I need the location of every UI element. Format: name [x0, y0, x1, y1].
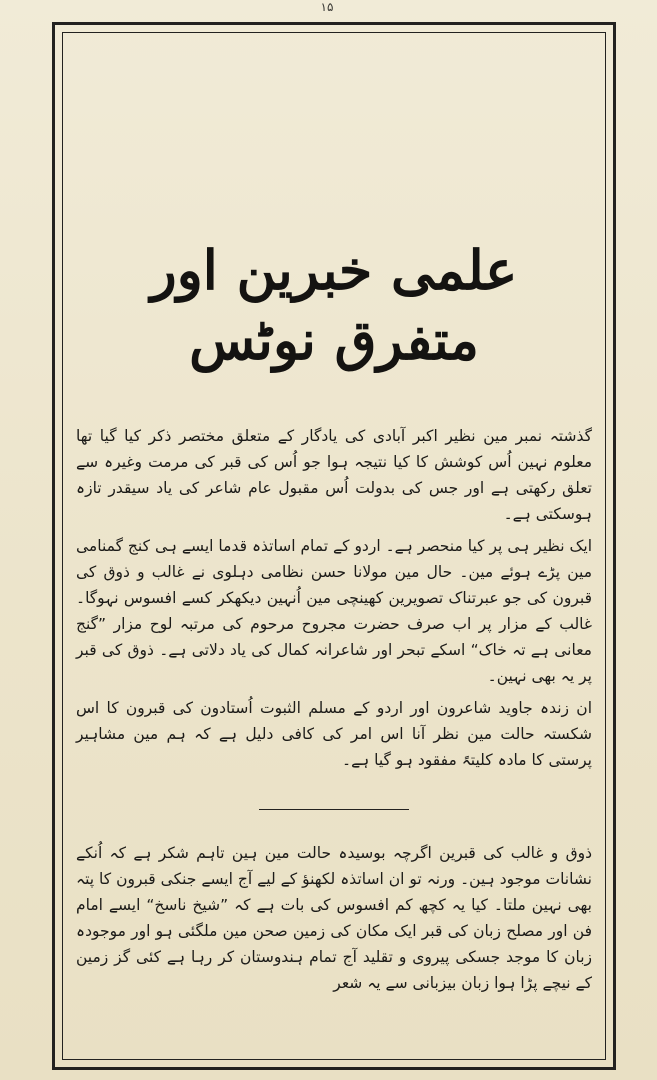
article-section-2: [76, 840, 592, 996]
paragraph: ذوق و غالب کی قبرین اگرچہ بوسیدہ حالت مین ہین تاہم شکر ہے کہ اُنکے نشانات موجود ہین۔ ورنہ تو ان اساتذہ لکھنؤ کے لیے آج ایسے جنکی قبرون کا پتہ بھی نہین ملتا۔ کیا یہ کچھ کم افسوس کی بات ہے کہ ”شیخ ناسخ“ ایسے امام فن اور مصلح زبان کی قبر ایک مکان کی زمین صحن مین ملگئی ہو اور موجودہ زبان کا موجد جسکی پیروی و تقلید آج تمام ہندوستان کر رہا ہے کئی گز زمین کے نیچے پڑا ہوا زبان بیزبانی سے یہ شعر: [76, 844, 592, 992]
page-content: [70, 40, 598, 1052]
paragraph: ایک نظیر ہی پر کیا منحصر ہے۔ اردو کے تمام اساتذہ قدما ایسے ہی کنج گمنامی مین پڑے ہوئے مین۔ حال مین مولانا حسن نظامی دہلوی نے غالب و ذوق کی قبرون کی جو عبرتناک تصویرین کھینچی مین اُنہین دیکھکر کسے افسوس نہوگا۔ غالب کے مزار پر اب صرف حضرت مجروح مرحوم کی مرتبہ لوح مزار ”گنج معانی ہے تہ خاک“ اسکے تبحر اور شاعرانہ کمال کی یاد دلاتی ہے۔ ذوق کی قبر پر یہ بھی نہین۔: [76, 537, 592, 685]
paragraph: گذشتہ نمبر مین نظیر اکبر آبادی کی یادگار کے متعلق مختصر ذکر کیا گیا تھا معلوم نہین اُس کوشش کا کیا نتیجہ ہوا جو اُس کی قبر کی مرمت وغیرہ سے تعلق رکھتی ہے اور جس کی بدولت اُس مقبول عام شاعر کی یاد سیقدر تازہ ہوسکتی ہے۔: [76, 427, 592, 523]
page-title: علمی خبرین اور متفرق نوٹس: [150, 238, 518, 372]
article-section-1: [76, 423, 592, 773]
paragraph: ان زندہ جاوید شاعرون اور اردو کے مسلم الثبوت اُستادون کی قبرون کا اس شکستہ حالت مین نظر آنا اس امر کی کافی دلیل ہے کہ ہم مین مشاہیر پرستی کا مادہ کلیتہً مفقود ہو گیا ہے۔: [76, 699, 592, 769]
section-divider: [259, 809, 409, 810]
page-number: ۱۵: [320, 0, 334, 14]
